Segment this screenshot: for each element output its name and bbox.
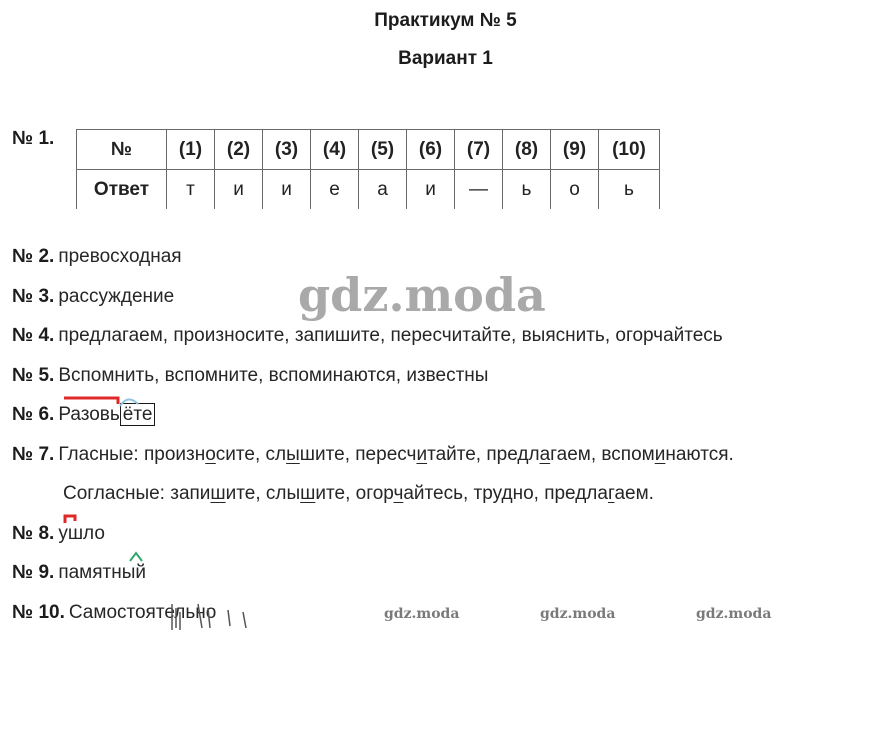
- underlined-letter: и: [654, 444, 666, 465]
- watermark: gdz.moda: [696, 606, 772, 622]
- boxed-ending: ёте: [120, 403, 156, 426]
- word-part: произн: [143, 444, 206, 465]
- table-answer-row: [77, 170, 660, 210]
- vowels-label: Гласные:: [58, 444, 144, 465]
- red-underline-mark: [62, 392, 192, 412]
- word-part: вспом: [601, 444, 655, 465]
- underlined-letter: а: [539, 444, 551, 465]
- task-3: [12, 286, 174, 308]
- table-col-header: (6): [407, 130, 455, 170]
- table-col-header: (9): [551, 130, 599, 170]
- table-col-header: (3): [263, 130, 311, 170]
- task-8: [12, 523, 105, 545]
- table-cell: а: [359, 170, 407, 210]
- word-part: пересч: [355, 444, 417, 465]
- word-part: предла: [544, 483, 608, 504]
- task-number: № 2.: [12, 246, 55, 267]
- underlined-letter: ы: [286, 444, 300, 465]
- table-cell: и: [407, 170, 455, 210]
- task-number: № 10.: [12, 602, 65, 623]
- task-answer: предлагаем, произносите, запишите, пересчитайте, выяснить, огорчайтесь: [58, 325, 723, 346]
- underlined-letter: г: [607, 483, 615, 504]
- task-answer: памятный: [58, 562, 146, 583]
- underlined-letter: ш: [300, 483, 316, 504]
- table-cell: о: [551, 170, 599, 210]
- word-part: айтесь,: [403, 483, 474, 504]
- table-cell: ь: [503, 170, 551, 210]
- watermark: gdz.moda: [298, 268, 546, 322]
- underlined-letter: ш: [210, 483, 226, 504]
- table-answer-label: Ответ: [77, 170, 167, 210]
- task-5: [12, 365, 488, 387]
- underlined-letter: ч: [393, 483, 404, 504]
- task-answer: рассуждение: [58, 286, 175, 307]
- table-header-label: №: [77, 130, 167, 170]
- task-1: [12, 128, 54, 150]
- word-part: шите,: [299, 444, 356, 465]
- word-part: гаем,: [550, 444, 602, 465]
- green-caret-mark: [128, 550, 144, 564]
- word-stem: Разовь: [58, 404, 120, 425]
- consonants-label: Согласные:: [63, 483, 171, 504]
- table-col-header: (7): [455, 130, 503, 170]
- table-cell: т: [167, 170, 215, 210]
- word-part: огор: [355, 483, 394, 504]
- task-number: № 9.: [12, 562, 55, 583]
- underlined-letter: д: [501, 483, 513, 504]
- table-cell: е: [311, 170, 359, 210]
- task-answer: Вспомнить, вспомните, вспоминаются, известны: [58, 365, 489, 386]
- word-part: но,: [512, 483, 545, 504]
- vowels-line: [58, 444, 734, 465]
- word-part: ите,: [315, 483, 356, 504]
- word-part: предл: [486, 444, 540, 465]
- word-part: запи: [170, 483, 211, 504]
- table-col-header: (2): [215, 130, 263, 170]
- task-answer: ушло: [58, 523, 105, 544]
- word-part: тру: [473, 483, 502, 504]
- task-answer: превосходная: [58, 246, 182, 267]
- table-col-header: (5): [359, 130, 407, 170]
- task-4: [12, 325, 723, 347]
- word-part: наются.: [665, 444, 734, 465]
- table-col-header: (8): [503, 130, 551, 170]
- word-part: тайте,: [427, 444, 487, 465]
- task-number: № 1.: [12, 128, 55, 149]
- underlined-letter: о: [205, 444, 216, 465]
- table-col-header: (1): [167, 130, 215, 170]
- underlined-letter: и: [416, 444, 428, 465]
- watermark: gdz.moda: [540, 606, 616, 622]
- task-number: № 7.: [12, 444, 55, 465]
- task-number: № 6.: [12, 404, 55, 425]
- word-part: слы: [265, 483, 301, 504]
- table-cell: и: [263, 170, 311, 210]
- table-cell: —: [455, 170, 503, 210]
- table-col-header: (4): [311, 130, 359, 170]
- answer-table: [76, 129, 660, 210]
- task-number: № 8.: [12, 523, 55, 544]
- task-answer: Самостоятельно: [68, 602, 217, 623]
- red-corner-mark: [62, 512, 82, 528]
- task-number: № 4.: [12, 325, 55, 346]
- task-number: № 5.: [12, 365, 55, 386]
- page-title: Практикум № 5: [374, 10, 517, 31]
- task-9: [12, 562, 146, 584]
- word-part: сл: [265, 444, 287, 465]
- task-7: [12, 444, 734, 466]
- scribble-mark: [168, 600, 263, 632]
- task-2: [12, 246, 182, 268]
- task-number: № 3.: [12, 286, 55, 307]
- word-part: ите,: [225, 483, 266, 504]
- table-col-header: (10): [599, 130, 660, 170]
- watermark: gdz.moda: [384, 606, 460, 622]
- consonants-line: [63, 483, 654, 505]
- table-cell: ь: [599, 170, 660, 210]
- table-cell: и: [215, 170, 263, 210]
- word-part: сите,: [215, 444, 266, 465]
- table-header-row: [77, 130, 660, 170]
- word-part: аем.: [614, 483, 654, 504]
- variant-title: Вариант 1: [398, 48, 493, 69]
